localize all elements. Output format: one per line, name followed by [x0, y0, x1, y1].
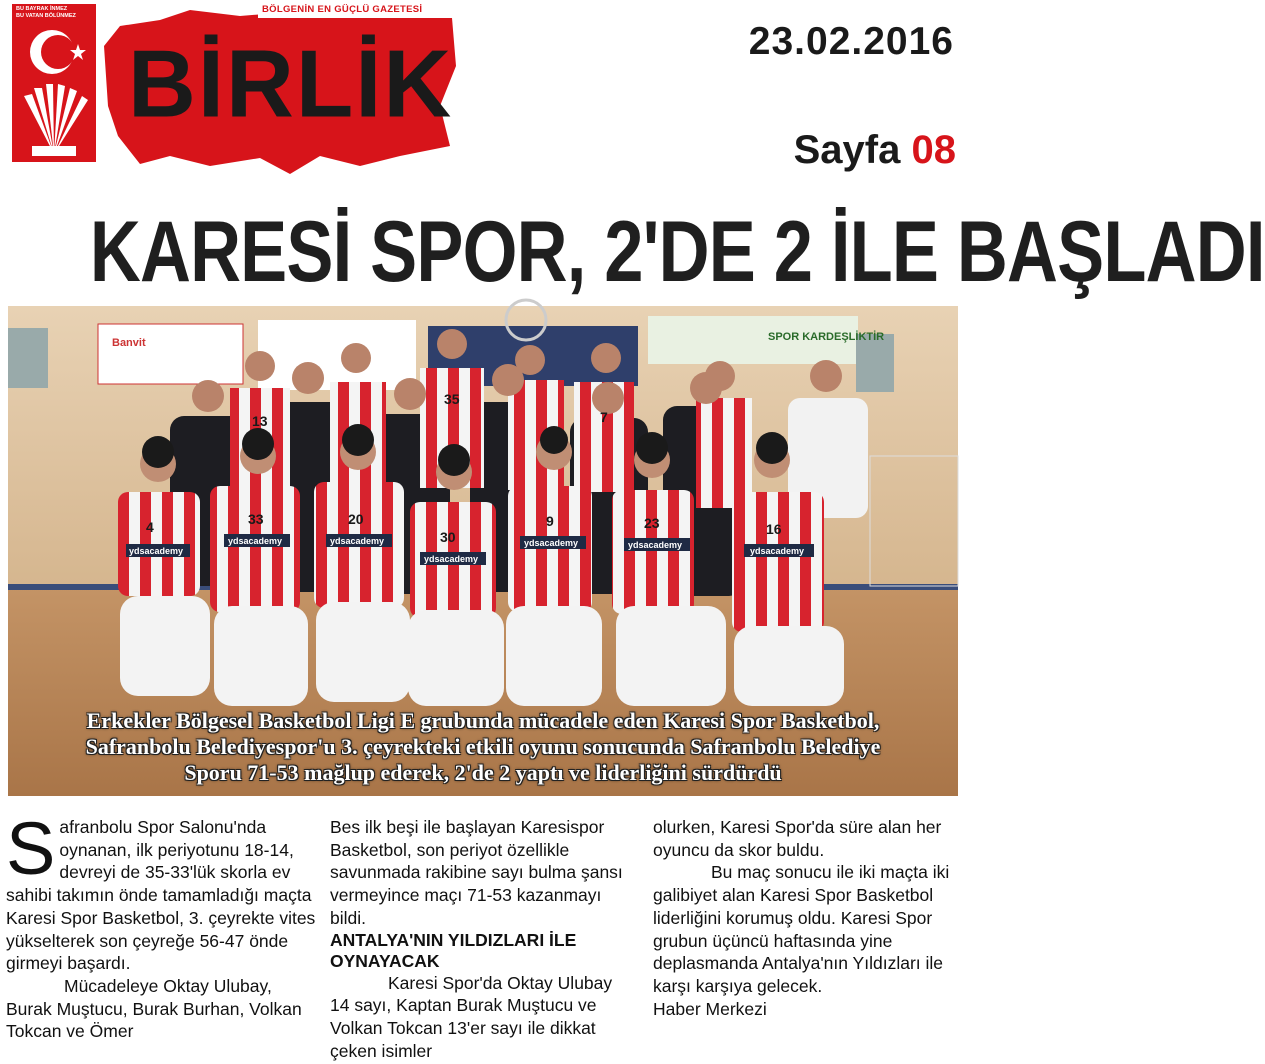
- banner-left-text: Banvit: [112, 337, 146, 349]
- sponsor-label-7: ydsacademy: [750, 546, 805, 556]
- article-paragraph-4: Karesi Spor'da Oktay Ulubay 14 sayı, Kaptan Burak Muştucu ve Volkan Tokcan 13'er sayı ile dikkat çeken isimler: [330, 972, 613, 1061]
- jersey-number-1: 4: [146, 519, 154, 535]
- jersey-number-4: 30: [440, 529, 456, 545]
- jersey-number-9: 35: [444, 391, 460, 407]
- article-column-3: [653, 816, 958, 1020]
- page-word: Sayfa: [793, 128, 901, 172]
- caption-line-2: Safranbolu Belediyespor'u 3. çeyrekteki etkili oyunu sonucunda Safranbolu Belediye: [85, 734, 881, 759]
- sponsor-label-5: ydsacademy: [524, 538, 579, 548]
- banner-right-text: SPOR KARDEŞLİKTİR: [768, 331, 885, 343]
- jersey-number-2: 33: [248, 511, 264, 527]
- caption-line-3: Sporu 71-53 mağlup ederek, 2'de 2 yaptı ve liderliğini sürdürdü: [184, 760, 782, 785]
- sponsor-label-3: ydsacademy: [330, 536, 385, 546]
- crescent-star-icon: [12, 4, 96, 162]
- article-paragraph-1: [6, 807, 316, 975]
- article-byline: Haber Merkezi: [653, 998, 767, 1019]
- article-paragraph-5: olurken, Karesi Spor'da süre alan her oyuncu da skor buldu.: [653, 817, 942, 860]
- caption-line-1: Erkekler Bölgesel Basketbol Ligi E grubunda mücadele eden Karesi Spor Basketbol,: [86, 708, 880, 733]
- masthead: [0, 0, 470, 185]
- issue-date: 23.02.2016: [748, 20, 954, 63]
- jersey-number-10: 7: [600, 409, 608, 425]
- headline: KARESİ SPOR, 2'DE 2 İLE BAŞLADI: [89, 204, 1265, 300]
- article-paragraph-2: Mücadeleye Oktay Ulubay, Burak Muştucu, Burak Burhan, Volkan Tokcan ve Ömer: [6, 975, 302, 1042]
- flag-slogan-line1: BU BAYRAK İNMEZ: [16, 6, 68, 12]
- sponsor-label-2: ydsacademy: [228, 536, 283, 546]
- sponsor-label-1: ydsacademy: [129, 546, 184, 556]
- tagline: BÖLGENİN EN GÜÇLÜ GAZETESİ: [262, 4, 423, 15]
- drop-cap: S: [6, 807, 56, 890]
- jersey-number-3: 20: [348, 511, 364, 527]
- sponsor-label-6: ydsacademy: [628, 540, 683, 550]
- newspaper-logo: BİRLİK: [128, 29, 454, 138]
- jersey-number-6: 23: [644, 515, 660, 531]
- sponsor-label-4: ydsacademy: [424, 554, 479, 564]
- article-column-1: [6, 807, 316, 1043]
- photo-caption: [8, 708, 958, 786]
- page-number: 08: [911, 128, 956, 172]
- flag-emblem: [12, 4, 96, 162]
- article-paragraph-1-text: afranbolu Spor Salonu'nda oynanan, ilk periyotunu 18-14, devreyi de 35-33'lük skorla ev sahibi takımın önde tamamladığı maçta Karesi Spor Basketbol, 3. çeyrekte vites yükselterek son çeyreğe 56-47 önde girmeyi başardı.: [6, 817, 316, 974]
- article-paragraph-3: Bes ilk beşi ile başlayan Karesispor Basketbol, son periyot özellikle savunmada rakibine sayı bulma şansı vermeyince maçı 71-53 kazanmayı bildi.: [330, 817, 623, 928]
- jersey-number-8: 13: [252, 413, 268, 429]
- flag-slogan-line2: BU VATAN BÖLÜNMEZ: [16, 13, 76, 19]
- jersey-number-7: 16: [766, 521, 782, 537]
- team-photo: [8, 306, 958, 796]
- jersey-number-5: 9: [546, 513, 554, 529]
- article-paragraph-6: Bu maç sonucu ile iki maçta iki galibiyet alan Karesi Spor Basketbol liderliğini korumuş oldu. Karesi Spor grubun üçüncü haftasında yine deplasmanda Antalya'nın Yıldızları ile karşı karşıya gelecek.: [653, 862, 950, 996]
- article-subheading: ANTALYA'NIN YILDIZLARI İLE OYNAYACAK: [330, 929, 577, 971]
- article-column-2: [330, 816, 636, 1062]
- page-label: [794, 128, 956, 173]
